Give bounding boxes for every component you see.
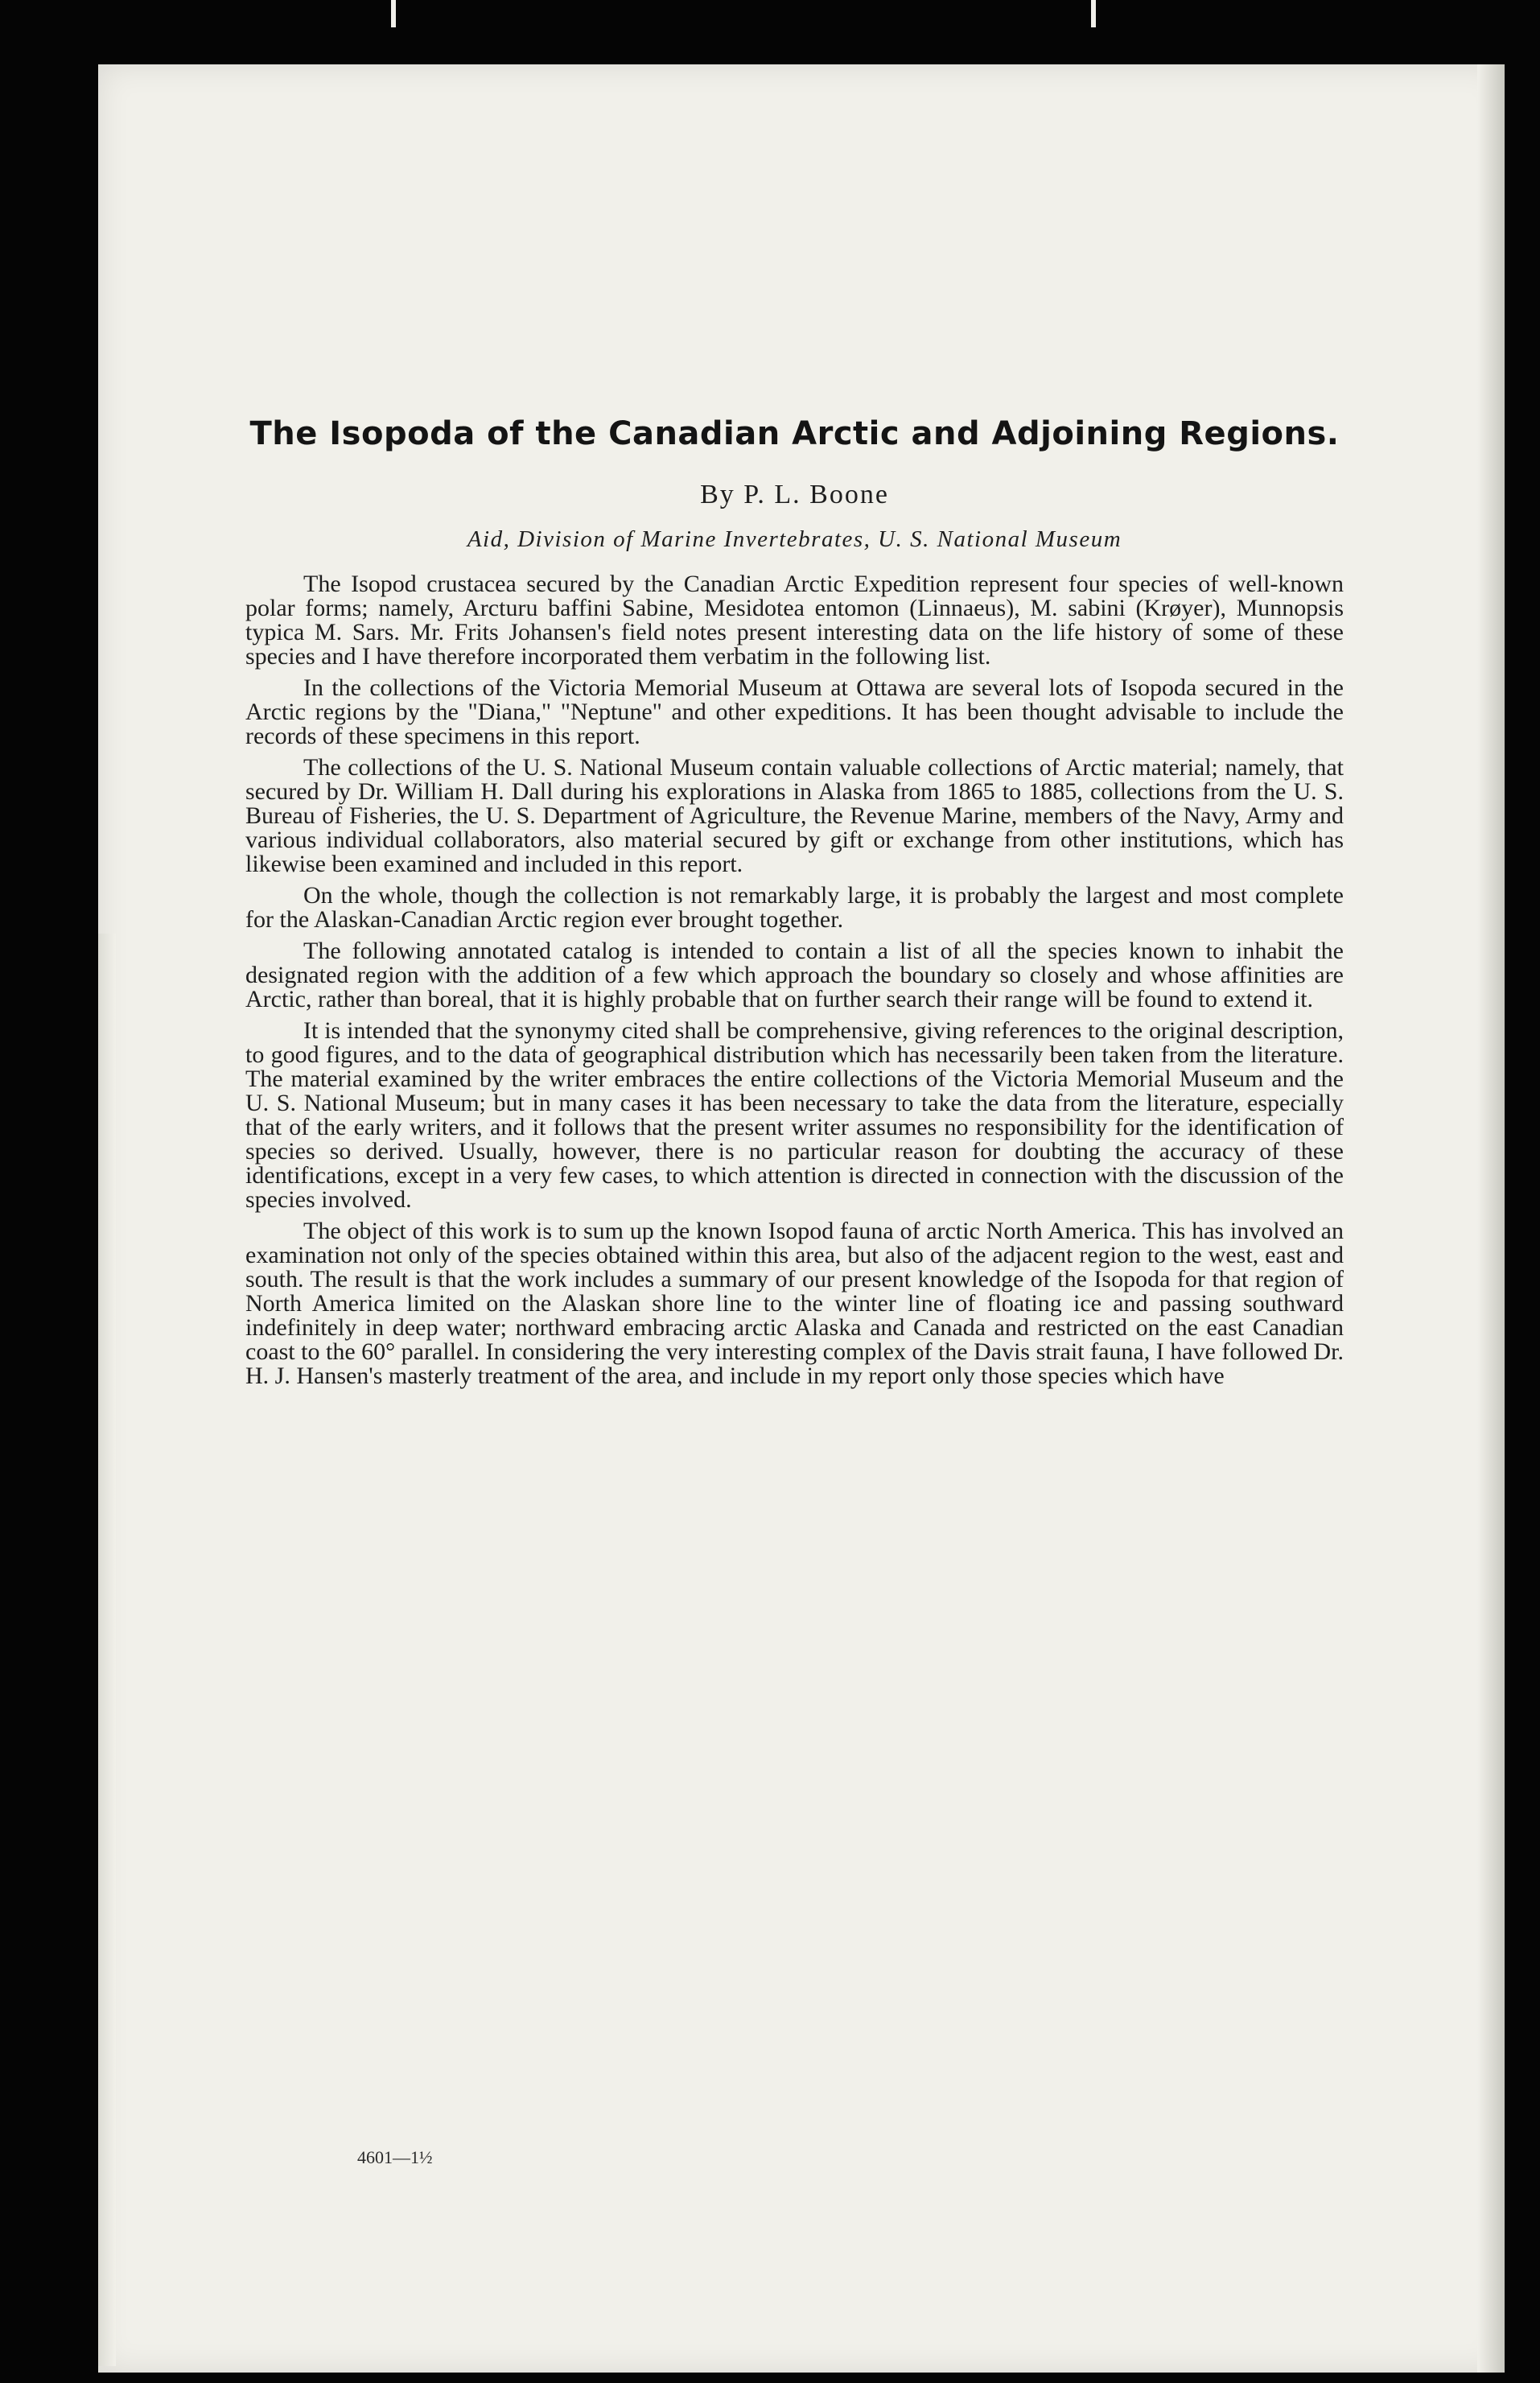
page-edge-shadow bbox=[98, 934, 116, 2366]
paragraph: The collections of the U. S. National Museum contain valuable collections of Arctic material; namely, that secured by Dr. William H. Dall during his explorations in Alaska from 1865 to 1885, collections from the U. S. Bureau of Fisheries, the U. S. Department of Agriculture, the Revenue Marine, members of the Navy, Army and various individual collaborators, also material secured by gift or exchange from other institutions, which has likewise been examined and included in this report. bbox=[245, 754, 1344, 877]
scanned-page bbox=[98, 64, 1505, 2373]
author-byline: By P. L. Boone bbox=[700, 480, 889, 509]
scan-mark bbox=[391, 0, 396, 27]
paragraph: On the whole, though the collection is not remarkably large, it is probably the largest and most complete for the Alaskan-Canadian Arctic region ever brought together. bbox=[245, 882, 1344, 933]
printer-signature: 4601—1½ bbox=[357, 2147, 433, 2167]
paragraph: The Isopod crustacea secured by the Canadian Arctic Expedition represent four species of well-known polar forms; namely, Arcturu baffini Sabine, Mesidotea entomon (Linnaeus), M. sabini (Krøyer), Munnopsis typica M. Sars. Mr. Frits Johansen's field notes present interesting data on the life history of some of these species and I have therefore incorporated them verbatim in the following list. bbox=[245, 571, 1344, 670]
paragraph: The object of this work is to sum up the known Isopod fauna of arctic North America. This has involved an examination not only of the species obtained within this area, but also of the adjacent region to the west, east and south. The result is that the work includes a summary of our present knowledge of the Isopoda for that region of North America limited on the Alaskan shore line to the winter line of floating ice and passing southward indefinitely in deep water; northward embracing arctic Alaska and Canada and restricted on the east Canadian coast to the 60° parallel. In considering the very interesting complex of the Davis strait fauna, I have followed Dr. H. J. Hansen's masterly treatment of the area, and include in my report only those species which have bbox=[245, 1218, 1344, 1389]
author-affiliation: Aid, Division of Marine Invertebrates, U. S. National Museum bbox=[467, 526, 1122, 552]
paragraph: The following annotated catalog is intended to contain a list of all the species known to inhabit the designated region with the addition of a few which approach the boundary so closely and whose affinities are Arctic, rather than boreal, that it is highly probable that on further search their range will be found to extend it. bbox=[245, 938, 1344, 1012]
article-title: The Isopoda of the Canadian Arctic and Adjoining Regions. bbox=[249, 415, 1340, 452]
page-edge-shadow bbox=[1477, 64, 1505, 2373]
paragraph: In the collections of the Victoria Memorial Museum at Ottawa are several lots of Isopoda secured in the Arctic regions by the "Diana," "Neptune" and other expeditions. It has been thought advisable to include the records of these specimens in this report. bbox=[245, 674, 1344, 749]
article bbox=[245, 415, 1344, 1396]
paragraph: It is intended that the synonymy cited shall be comprehensive, giving references to the original description, to good figures, and to the data of geographical distribution which has necessarily been taken from the literature. The material examined by the writer embraces the entire collections of the Victoria Memorial Museum and the U. S. National Museum; but in many cases it has been necessary to take the data from the literature, especially that of the early writers, and it follows that the present writer assumes no responsibility for the identification of species so derived. Usually, however, there is no particular reason for doubting the accuracy of these identifications, except in a very few cases, to which attention is directed in connection with the discussion of the species involved. bbox=[245, 1017, 1344, 1213]
scan-mark bbox=[1091, 0, 1096, 27]
